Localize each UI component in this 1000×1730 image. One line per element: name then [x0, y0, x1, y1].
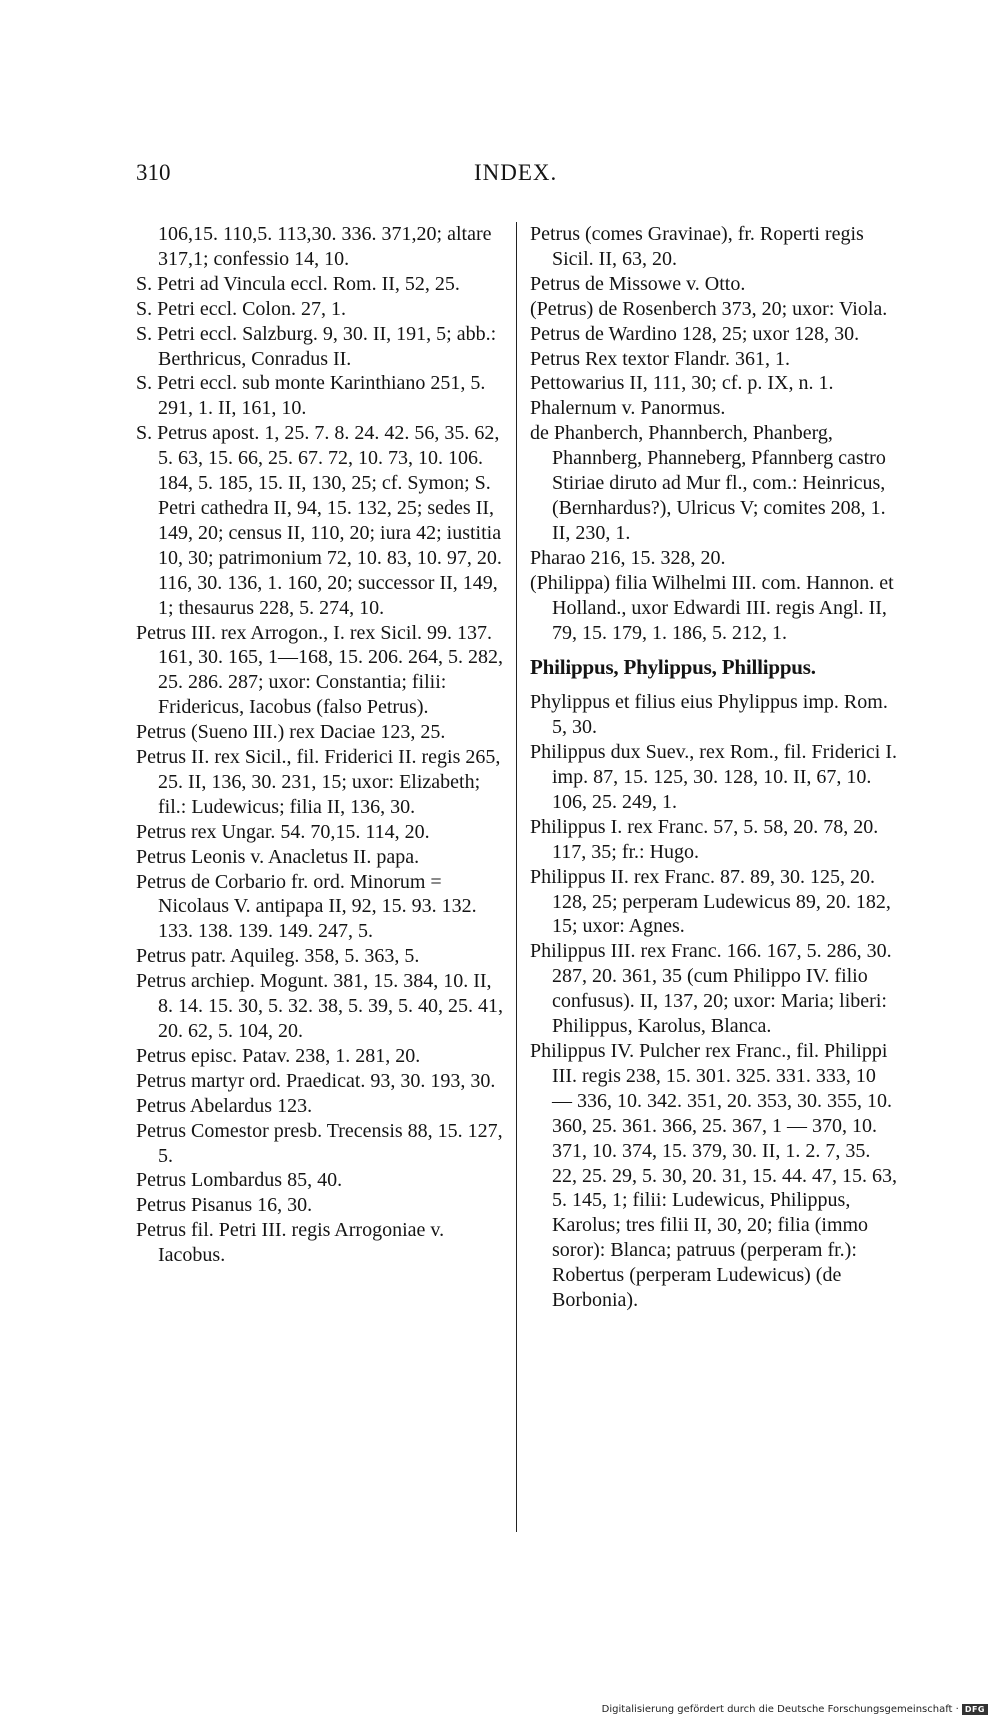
- index-entry: Petrus Rex textor Flandr. 361, 1.: [530, 347, 790, 370]
- index-entry: Petrus Abelardus 123.: [136, 1094, 313, 1117]
- index-entry: 106,15. 110,5. 113,30. 336. 371,20; altare 317,1; confessio 14, 10.: [158, 223, 492, 270]
- dfg-logo: DFG: [962, 1704, 988, 1715]
- index-entry: Philippus IV. Pulcher rex Franc., fil. Philippi III. regis 238, 15. 301. 325. 331. 333, 10 — 336, 10. 342. 351, 20. 353, 30. 355, 10. 360, 25. 361. 366, 25. 367, 1 — 370, 10. 371, 10. 374, 15. 379, 30. II, 1. 2. 7, 35. 22, 25. 29, 5. 30, 20. 31, 15. 44. 47, 15. 63, 5. 145, 1; filii: Ludewicus, Philippus, Karolus; tres filii II, 30, 20; filia (immo soror): Blanca; patruus (perperam fr.): Robertus (perperam Ludewicus) (de Borbonia).: [530, 1040, 897, 1312]
- index-entry: S. Petri eccl. sub monte Karinthiano 251, 5. 291, 1. II, 161, 10.: [136, 372, 486, 420]
- section-heading: Philippus, Phylippus, Phillippus.: [530, 655, 816, 680]
- index-entry: Petrus II. rex Sicil., fil. Friderici II. regis 265, 25. II, 136, 30. 231, 15; uxor: Elizabeth; fil.: Ludewicus; filia II, 136, 30.: [136, 746, 501, 818]
- index-entry: Phalernum v. Panormus.: [530, 397, 726, 420]
- index-entry: Petrus archiep. Mogunt. 381, 15. 384, 10. II, 8. 14. 15. 30, 5. 32. 38, 5. 39, 5. 40, 25. 41, 20. 62, 5. 104, 20.: [136, 970, 503, 1042]
- column-divider: [516, 222, 517, 1532]
- page-title: INDEX.: [474, 160, 558, 185]
- footer: [602, 1704, 988, 1715]
- index-entry: Petrus Comestor presb. Trecensis 88, 15. 127, 5.: [136, 1119, 503, 1167]
- index-entry: Pharao 216, 15. 328, 20.: [530, 546, 726, 569]
- index-entry: Philippus II. rex Franc. 87. 89, 30. 125, 20. 128, 25; perperam Ludewicus 89, 20. 182, 15; uxor: Agnes.: [530, 865, 891, 938]
- index-entry: Petrus III. rex Arrogon., I. rex Sicil. 99. 137. 161, 30. 165, 1—168, 15. 206. 264, 5. 282, 25. 286. 287; uxor: Constantia; filii: Fridericus, Iacobus (falso Petrus).: [136, 621, 503, 719]
- index-entry: S. Petri ad Vincula eccl. Rom. II, 52, 25.: [136, 272, 460, 295]
- index-entry: Petrus Lombardus 85, 40.: [136, 1169, 343, 1192]
- index-entry: Petrus de Missowe v. Otto.: [530, 272, 746, 295]
- index-entry: Phylippus et filius eius Phylippus imp. Rom. 5, 30.: [530, 691, 888, 739]
- index-entry: S. Petrus apost. 1, 25. 7. 8. 24. 42. 56, 35. 62, 5. 63, 15. 66, 25. 67. 72, 10. 73, 10. 106. 184, 5. 185, 15. II, 130, 25; cf. Symon; S. Petri cathedra II, 94, 15. 132, 25; sedes II, 149, 20; census II, 110, 20; iura 42; iustitia 10, 30; patrimonium 72, 10. 83, 10. 97, 20. 116, 30. 136, 1. 160, 20; successor II, 149, 1; thesaurus 228, 5. 274, 10.: [136, 422, 502, 619]
- index-entry: (Philippa) filia Wilhelmi III. com. Hannon. et Holland., uxor Edwardi III. regis Angl. II, 79, 15. 179, 1. 186, 5. 212, 1.: [530, 571, 894, 644]
- left-column: [136, 222, 506, 1268]
- index-entry: Petrus Pisanus 16, 30.: [136, 1194, 313, 1217]
- index-entry: Petrus Leonis v. Anacletus II. papa.: [136, 845, 420, 868]
- index-entry: Philippus dux Suev., rex Rom., fil. Friderici I. imp. 87, 15. 125, 30. 128, 10. II, 67, 10. 106, 25. 249, 1.: [530, 741, 898, 813]
- right-column: [530, 222, 900, 1313]
- index-entry: de Phanberch, Phannberch, Phanberg, Phannberg, Phanneberg, Pfannberg castro Stiriae diruto ad Mur fl., com.: Heinricus, (Bernhardus?), Ulricus V; comites 208, 1. II, 230, 1.: [530, 422, 886, 544]
- index-entry: (Petrus) de Rosenberch 373, 20; uxor: Viola.: [530, 297, 888, 320]
- page-header: [136, 160, 836, 194]
- footer-text: Digitalisierung gefördert durch die Deutsche Forschungsgemeinschaft ·: [601, 1704, 959, 1715]
- index-entry: Petrus (comes Gravinae), fr. Roperti regis Sicil. II, 63, 20.: [530, 223, 864, 270]
- page-number: 310: [136, 160, 171, 185]
- index-entry: Petrus patr. Aquileg. 358, 5. 363, 5.: [136, 945, 420, 968]
- index-entry: Philippus I. rex Franc. 57, 5. 58, 20. 78, 20. 117, 35; fr.: Hugo.: [530, 815, 879, 863]
- index-entry: Petrus de Wardino 128, 25; uxor 128, 30.: [530, 322, 860, 345]
- index-entry: Petrus (Sueno III.) rex Daciae 123, 25.: [136, 721, 446, 744]
- index-entry: Pettowarius II, 111, 30; cf. p. IX, n. 1.: [530, 372, 834, 395]
- index-entry: Petrus episc. Patav. 238, 1. 281, 20.: [136, 1044, 421, 1067]
- index-entry: Petrus rex Ungar. 54. 70,15. 114, 20.: [136, 820, 430, 843]
- index-entry: Philippus III. rex Franc. 166. 167, 5. 286, 30. 287, 20. 361, 35 (cum Philippo IV. filio confusus). II, 137, 20; uxor: Maria; liberi: Philippus, Karolus, Blanca.: [530, 940, 892, 1038]
- index-entry: Petrus de Corbario fr. ord. Minorum = Nicolaus V. antipapa II, 92, 15. 93. 132. 133. 138. 139. 149. 247, 5.: [136, 870, 477, 943]
- index-entry: S. Petri eccl. Colon. 27, 1.: [136, 297, 346, 320]
- index-entry: Petrus martyr ord. Praedicat. 93, 30. 193, 30.: [136, 1069, 496, 1092]
- index-entry: Petrus fil. Petri III. regis Arrogoniae v. Iacobus.: [136, 1219, 445, 1267]
- index-entry: S. Petri eccl. Salzburg. 9, 30. II, 191, 5; abb.: Berthricus, Conradus II.: [136, 322, 497, 370]
